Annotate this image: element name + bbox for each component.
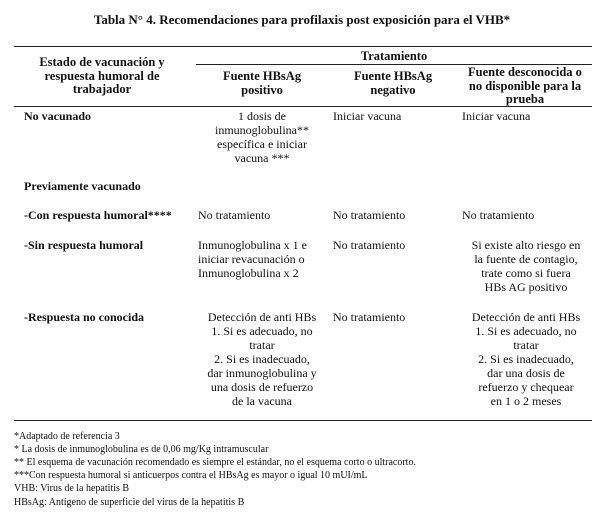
- footnote: ** El esquema de vacunación recomendado es siempre el estándar, no el esquema corto o ultracorto.: [14, 457, 416, 468]
- bottom-rule: [14, 420, 592, 421]
- cell-line: Detección de anti HBs: [471, 310, 581, 324]
- cell-line: refuerzo y chequear: [478, 380, 574, 394]
- cell-line: trate como si fuera: [481, 266, 571, 280]
- row-label-con-respuesta: -Con respuesta humoral****: [24, 208, 172, 222]
- cell-con-respuesta-negativo: No tratamiento: [333, 208, 406, 222]
- cell-line: específica e iniciar: [217, 137, 307, 151]
- cell-con-respuesta-positivo: No tratamiento: [198, 208, 271, 222]
- cell-no-conocida-negativo: No tratamiento: [333, 310, 406, 324]
- header-bottom-rule: [14, 106, 592, 107]
- cell-line: tratar: [513, 338, 539, 352]
- cell-no-conocida-desconocida: [462, 310, 590, 408]
- cell-line: Inmunoglobulina x 2: [198, 266, 299, 280]
- header-tratamiento: Tratamiento: [360, 49, 428, 63]
- cell-sin-respuesta-positivo: [198, 238, 326, 280]
- header-estado-line: Estado de vacunación y: [39, 55, 165, 69]
- cell-line: la fuente de contagio,: [474, 252, 578, 266]
- cell-line: 1 dosis de: [238, 109, 286, 123]
- header-line: positivo: [241, 82, 283, 97]
- cell-line: una dosis de refuerzo: [210, 380, 314, 394]
- cell-no-vacunado-positivo: [198, 109, 326, 165]
- row-label-sin-respuesta: -Sin respuesta humoral: [24, 238, 144, 252]
- row-label-previamente-vacunado: Previamente vacunado: [24, 179, 141, 193]
- header-line: Fuente desconocida o: [468, 65, 582, 79]
- cell-line: inmunoglobulina**: [215, 123, 309, 137]
- cell-line: 1. Si es adecuado, no: [211, 324, 313, 338]
- header-col-desconocida: [458, 66, 592, 107]
- footnote: * La dosis de inmunoglobulina es de 0,06 mg/Kg intramuscular: [14, 444, 269, 455]
- header-line: negativo: [370, 82, 416, 97]
- top-rule: [14, 46, 592, 47]
- cell-line: de la vacuna: [232, 394, 292, 408]
- cell-sin-respuesta-negativo: No tratamiento: [333, 238, 406, 252]
- cell-line: 2. Si es inadecuado,: [478, 352, 574, 366]
- cell-line: 1. Si es adecuado, no: [475, 324, 577, 338]
- header-col-positivo: [196, 70, 328, 97]
- header-line: prueba: [505, 92, 545, 106]
- cell-line: 2. Si es inadecuado,: [214, 352, 310, 366]
- header-line: Fuente HBsAg: [353, 69, 433, 83]
- cell-line: iniciar revacunación o: [198, 252, 305, 266]
- header-line: Fuente HBsAg: [222, 69, 302, 83]
- cell-line: en 1 o 2 meses: [490, 394, 562, 408]
- cell-line: dar una dosis de: [487, 366, 565, 380]
- row-label-no-vacunado: No vacunado: [24, 109, 92, 123]
- cell-sin-respuesta-desconocida: [462, 238, 590, 294]
- footnote: HBsAg: Antígeno de superficie del virus de la hepatitis B: [14, 497, 245, 508]
- cell-line: Inmunoglobulina x 1 e: [198, 238, 307, 252]
- header-estado: [14, 56, 190, 97]
- cell-line: vacuna ***: [234, 151, 290, 165]
- cell-con-respuesta-desconocida: No tratamiento: [462, 208, 535, 222]
- cell-line: Detección de anti HBs: [207, 310, 317, 324]
- cell-no-conocida-positivo: [198, 310, 326, 408]
- table-title: Tabla N° 4. Recomendaciones para profilaxis post exposición para el VHB*: [93, 12, 511, 27]
- cell-no-vacunado-desconocida: Iniciar vacuna: [462, 109, 531, 123]
- header-line: no disponible para la: [468, 78, 582, 93]
- footnote: VHB: Virus de la hepatitis B: [14, 483, 130, 494]
- row-label-no-conocida: -Respuesta no conocida: [24, 310, 145, 324]
- cell-line: dar inmunoglobulina y: [207, 366, 317, 380]
- cell-no-vacunado-negativo: Iniciar vacuna: [333, 109, 402, 123]
- header-col-negativo: [330, 70, 456, 97]
- cell-line: Si existe alto riesgo en: [471, 238, 581, 252]
- cell-line: HBs AG positivo: [484, 280, 568, 294]
- footnote: *Adaptado de referencia 3: [14, 431, 120, 442]
- footnote: ***Con respuesta humoral si anticuerpos contra el HBsAg es mayor o igual 10 mUI/mL: [14, 470, 368, 481]
- header-estado-line: trabajador: [72, 82, 132, 96]
- cell-line: tratar: [249, 338, 275, 352]
- header-estado-line: respuesta humoral de: [44, 68, 160, 83]
